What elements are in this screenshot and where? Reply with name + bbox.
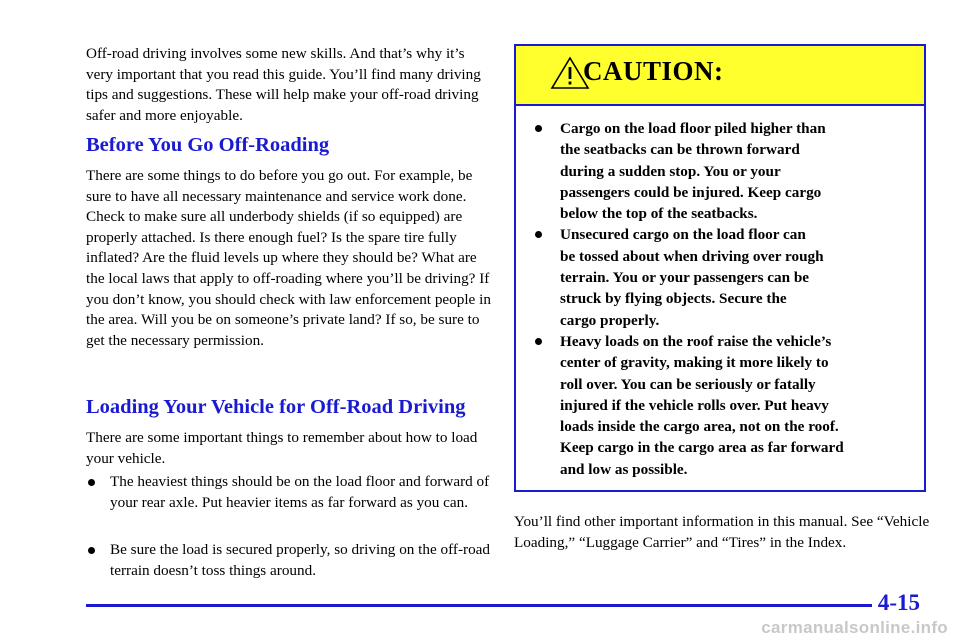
caution-line: center of gravity, making it more likely to [560,354,829,372]
watermark: carmanualsonline.info [761,618,948,637]
bullet-text: Be sure the load is secured properly, so driving on the off-road terrain doesn’t toss things around. [110,541,491,579]
caution-title: CAUTION: [583,56,724,86]
caution-line: struck by flying objects. Secure the [560,290,787,308]
caution-line: and low as possible. [560,460,688,478]
loading-paragraph: There are some important things to remember about how to load your vehicle. [86,429,478,467]
left-column [86,44,492,579]
footer-rule [86,604,872,607]
caution-line: Keep cargo in the cargo area as far forward [560,439,844,457]
caution-box [514,44,926,492]
after-caution-paragraph: You’ll find other important information in this manual. See “Vehicle Loading,” “Luggage Carrier” and “Tires” in the Index. [514,513,930,551]
caution-item [530,331,910,480]
caution-line: terrain. You or your passengers can be [560,269,810,287]
intro-paragraph: Off-road driving involves some new skills. And that’s why it’s very important that you read this guide. You’ll find many driving tips and suggestions. These will help make your off-road driving safer and more enjoyable. [86,45,481,124]
bullet-icon [88,479,95,486]
caution-header [516,46,924,106]
heading-before-off-roading: Before You Go Off-Roading [86,134,330,156]
bullet-icon [535,231,542,238]
bullet-text: The heaviest things should be on the load floor and forward of your rear axle. Put heavier items as far forward as you can. [110,473,490,511]
list-item [86,472,492,513]
caution-line: Cargo on the load floor piled higher than [560,120,826,137]
caution-line: roll over. You can be seriously or fatally [560,375,816,393]
caution-line: injured if the vehicle rolls over. Put heavy [560,396,829,414]
list-item [86,540,492,581]
bullet-icon [88,547,95,554]
caution-line: Heavy loads on the roof raise the vehicle’s [560,332,832,350]
caution-line: be tossed about when driving over rough [560,247,824,265]
page-number: 4-15 [877,590,920,615]
caution-line: below the top of the seatbacks. [560,205,758,223]
caution-line: loads inside the cargo area, not on the roof. [560,418,839,436]
bullet-icon [535,125,542,132]
caution-line: cargo properly. [560,311,660,329]
loading-bullet-list [86,472,492,513]
caution-list [530,118,910,480]
caution-line: Unsecured cargo on the load floor can [560,226,806,244]
caution-item [530,118,910,224]
before-paragraph: There are some things to do before you go out. For example, be sure to have all necessary maintenance and service work done. Check to make sure all underbody shields (if so equipped) are properly attached. Is there enough fuel? Is the spare tire fully inflated? Are the fluid levels up where they should be? What are the local laws that apply to off-roading where you’ll be driving? If you don’t know, you should check with law enforcement people in the area. Will you be on someone’s private land? If so, be sure to get the necessary permission. [86,167,491,349]
caution-item [530,224,910,330]
caution-line: passengers could be injured. Keep cargo [560,183,822,201]
bullet-icon [535,338,542,345]
caution-line: during a sudden stop. You or your [560,162,781,180]
caution-line: the seatbacks can be thrown forward [560,141,800,159]
loading-bullet-list-2 [86,540,492,581]
heading-loading-vehicle: Loading Your Vehicle for Off-Road Driving [86,396,466,418]
